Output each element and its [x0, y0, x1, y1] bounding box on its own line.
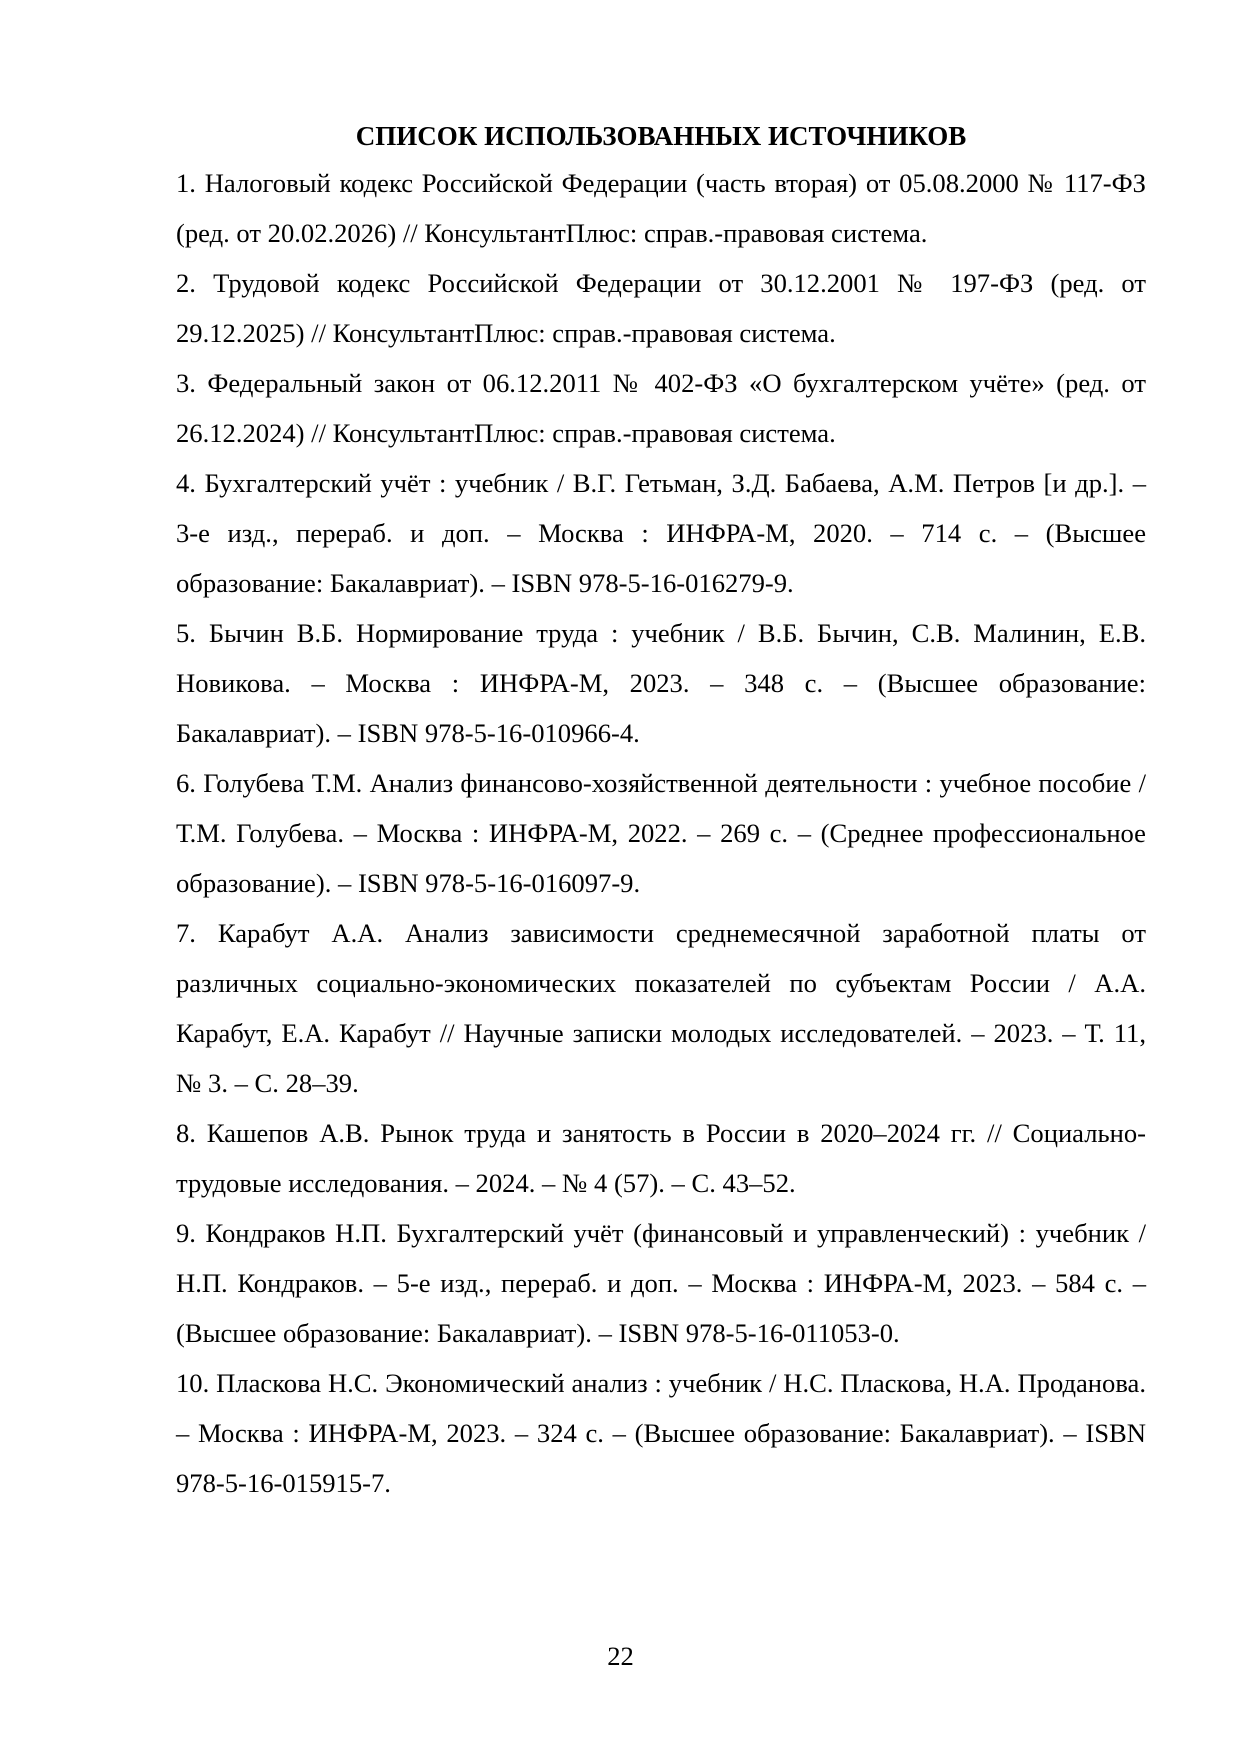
reference-item-9: 9. Кондраков Н.П. Бухгалтерский учёт (финансовый и управленческий) : учебник / Н.П. Кондраков. – 5-е изд., перераб. и доп. – Москва : ИНФРА-М, 2023. – 584 с. – (Высшее образование: Бакалавриат). – ISBN 978-5-16-011053-0.	[176, 1218, 1146, 1348]
reference-item-2: 2. Трудовой кодекс Российской Федерации от 30.12.2001 № 197-ФЗ (ред. от 29.12.2025) // КонсультантПлюс: справ.-правовая система.	[176, 268, 1146, 348]
reference-item-3: 3. Федеральный закон от 06.12.2011 № 402-ФЗ «О бухгалтерском учёте» (ред. от 26.12.2024) // КонсультантПлюс: справ.-правовая система.	[176, 368, 1146, 448]
reference-item-6: 6. Голубева Т.М. Анализ финансово-хозяйственной деятельности : учебное пособие / Т.М. Голубева. – Москва : ИНФРА-М, 2022. – 269 с. – (Среднее профессиональное образование). – ISBN 978-5-16-016097-9.	[176, 768, 1146, 898]
page-number: 22	[607, 1641, 634, 1671]
reference-item-4: 4. Бухгалтерский учёт : учебник / В.Г. Гетьман, З.Д. Бабаева, А.М. Петров [и др.]. – 3-е изд., перераб. и доп. – Москва : ИНФРА-М, 2020. – 714 с. – (Высшее образование: Бакалавриат). – ISBN 978-5-16-016279-9.	[176, 468, 1146, 598]
reference-item-8: 8. Кашепов А.В. Рынок труда и занятость в России в 2020–2024 гг. // Социально-трудовые исследования. – 2024. – № 4 (57). – С. 43–52.	[176, 1118, 1146, 1198]
reference-item-10: 10. Пласкова Н.С. Экономический анализ : учебник / Н.С. Пласкова, Н.А. Проданова. – Москва : ИНФРА-М, 2023. – 324 с. – (Высшее образование: Бакалавриат). – ISBN 978-5-16-015915-7.	[176, 1368, 1146, 1498]
reference-item-7: 7. Карабут А.А. Анализ зависимости среднемесячной заработной платы от различных социально-экономических показателей по субъектам России / А.А. Карабут, Е.А. Карабут // Научные записки молодых исследователей. – 2023. – Т. 11, № 3. – С. 28–39.	[176, 918, 1146, 1098]
reference-item-1: 1. Налоговый кодекс Российской Федерации (часть вторая) от 05.08.2000 № 117-ФЗ (ред. от 20.02.2026) // КонсультантПлюс: справ.-правовая система.	[176, 168, 1146, 248]
reference-item-5: 5. Бычин В.Б. Нормирование труда : учебник / В.Б. Бычин, С.В. Малинин, Е.В. Новикова. – Москва : ИНФРА-М, 2023. – 348 с. – (Высшее образование: Бакалавриат). – ISBN 978-5-16-010966-4.	[176, 618, 1146, 748]
page-title: СПИСОК ИСПОЛЬЗОВАННЫХ ИСТОЧНИКОВ	[355, 121, 967, 151]
reference-list	[176, 158, 1146, 1508]
